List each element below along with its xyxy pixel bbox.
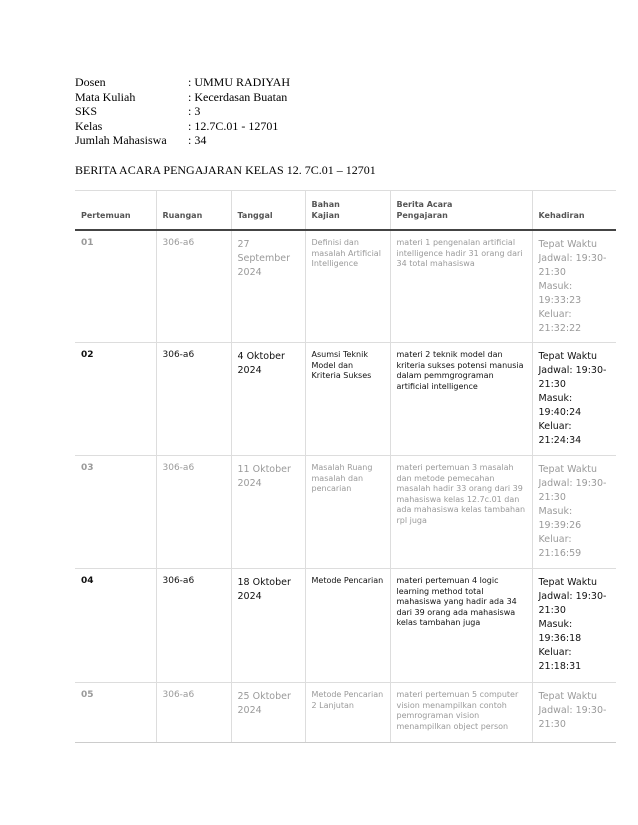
- info-value: : 12.7C.01 - 12701: [188, 118, 279, 133]
- status-text: Tepat Waktu: [538, 577, 597, 588]
- jadwal-text: Jadwal: 19:30-21:30: [538, 705, 607, 730]
- header-kehadiran: Kehadiran: [532, 191, 616, 231]
- cell-ruangan: 306-a6: [156, 456, 231, 569]
- jadwal-text: Jadwal: 19:30-21:30: [538, 478, 607, 503]
- info-label: Kelas: [75, 118, 103, 133]
- info-label: Jumlah Mahasiswa: [75, 133, 167, 147]
- info-row-kelas: [75, 119, 290, 134]
- cell-ruangan: 306-a6: [156, 230, 231, 343]
- cell-kehadiran: [532, 456, 616, 569]
- cell-kehadiran: [532, 683, 616, 743]
- header-tanggal: Tanggal: [231, 191, 305, 231]
- info-value: : UMMU RADIYAH: [188, 75, 291, 89]
- cell-bahan: Metode Pencarian: [305, 569, 390, 683]
- header-berita-line1: Berita Acara: [396, 200, 453, 209]
- info-row-dosen: [75, 75, 290, 90]
- cell-kehadiran: [532, 230, 616, 343]
- cell-kehadiran: [532, 343, 616, 456]
- cell-pertemuan: 02: [75, 343, 156, 456]
- cell-bahan: Masalah Ruang masalah dan pencarian: [305, 456, 390, 569]
- info-row-sks: [75, 104, 290, 119]
- header-berita-line2: Pengajaran: [396, 211, 448, 220]
- table-row: [75, 569, 616, 683]
- info-label: Mata Kuliah: [75, 89, 136, 104]
- cell-bahan: Asumsi Teknik Model dan Kriteria Sukses: [305, 343, 390, 456]
- cell-tanggal: 18 Oktober 2024: [231, 569, 305, 683]
- header-berita-acara: [390, 191, 532, 231]
- cell-tanggal: 25 Oktober 2024: [231, 683, 305, 743]
- cell-berita: materi 1 pengenalan artificial intelligence hadir 31 orang dari 34 total mahasiswa: [390, 230, 532, 343]
- keluar-text: Keluar: 21:16:59: [538, 534, 582, 559]
- header-bahan-line1: Bahan: [311, 200, 340, 209]
- cell-pertemuan: 05: [75, 683, 156, 743]
- jadwal-text: Jadwal: 19:30-21:30: [538, 253, 607, 278]
- cell-tanggal: 27 September 2024: [231, 230, 305, 343]
- cell-ruangan: 306-a6: [156, 343, 231, 456]
- cell-bahan: Metode Pencarian 2 Lanjutan: [305, 683, 390, 743]
- keluar-text: Keluar: 21:24:34: [538, 421, 582, 446]
- header-bahan-line2: Kajian: [311, 211, 340, 220]
- masuk-text: Masuk: 19:40:24: [538, 393, 582, 418]
- table-header-row: [75, 191, 616, 231]
- table-row: [75, 230, 616, 343]
- table-row: [75, 456, 616, 569]
- status-text: Tepat Waktu: [538, 691, 597, 702]
- cell-kehadiran: [532, 569, 616, 683]
- cell-pertemuan: 03: [75, 456, 156, 569]
- attendance-table: [75, 190, 616, 743]
- status-text: Tepat Waktu: [538, 239, 597, 250]
- cell-tanggal: 4 Oktober 2024: [231, 343, 305, 456]
- cell-bahan: Definisi dan masalah Artificial Intelligence: [305, 230, 390, 343]
- table-row: [75, 683, 616, 743]
- info-label: Dosen: [75, 75, 106, 89]
- masuk-text: Masuk: 19:36:18: [538, 619, 582, 644]
- info-value: : 3: [188, 104, 201, 118]
- header-ruangan: Ruangan: [156, 191, 231, 231]
- info-value: : Kecerdasan Buatan: [188, 89, 288, 104]
- jadwal-text: Jadwal: 19:30-21:30: [538, 591, 607, 616]
- masuk-text: Masuk: 19:39:26: [538, 506, 582, 531]
- info-label: SKS: [75, 104, 98, 118]
- cell-berita: materi pertemuan 5 computer vision menampilkan contoh pemrograman vision menampilkan object person: [390, 683, 532, 743]
- info-row-jumlah-mahasiswa: [75, 133, 290, 148]
- info-value: : 34: [188, 133, 207, 147]
- cell-ruangan: 306-a6: [156, 569, 231, 683]
- masuk-text: Masuk: 19:33:23: [538, 281, 582, 306]
- cell-ruangan: 306-a6: [156, 683, 231, 743]
- cell-berita: materi pertemuan 4 logic learning method total mahasiswa yang hadir ada 34 dari 39 orang ada mahasiswa kelas tambahan juga: [390, 569, 532, 683]
- status-text: Tepat Waktu: [538, 464, 597, 475]
- cell-pertemuan: 04: [75, 569, 156, 683]
- info-row-mata-kuliah: [75, 90, 290, 105]
- table-row: [75, 343, 616, 456]
- status-text: Tepat Waktu: [538, 351, 597, 362]
- cell-tanggal: 11 Oktober 2024: [231, 456, 305, 569]
- cell-berita: materi 2 teknik model dan kriteria sukses potensi manusia dalam pemmgrograman artificial intelligence: [390, 343, 532, 456]
- cell-berita: materi pertemuan 3 masalah dan metode pemecahan masalah hadir 33 orang dari 39 mahasiswa kelas 12.7c.01 dan ada mahasiswa kelas tambahan rpl juga: [390, 456, 532, 569]
- document-title: BERITA ACARA PENGAJARAN KELAS 12. 7C.01 – 12701: [75, 163, 376, 177]
- keluar-text: Keluar: 21:18:31: [538, 647, 582, 672]
- keluar-text: Keluar: 21:32:22: [538, 309, 582, 334]
- header-pertemuan: Pertemuan: [81, 211, 131, 220]
- course-info: [75, 75, 290, 148]
- jadwal-text: Jadwal: 19:30-21:30: [538, 365, 607, 390]
- cell-pertemuan: 01: [75, 230, 156, 343]
- header-bahan-kajian: [305, 191, 390, 231]
